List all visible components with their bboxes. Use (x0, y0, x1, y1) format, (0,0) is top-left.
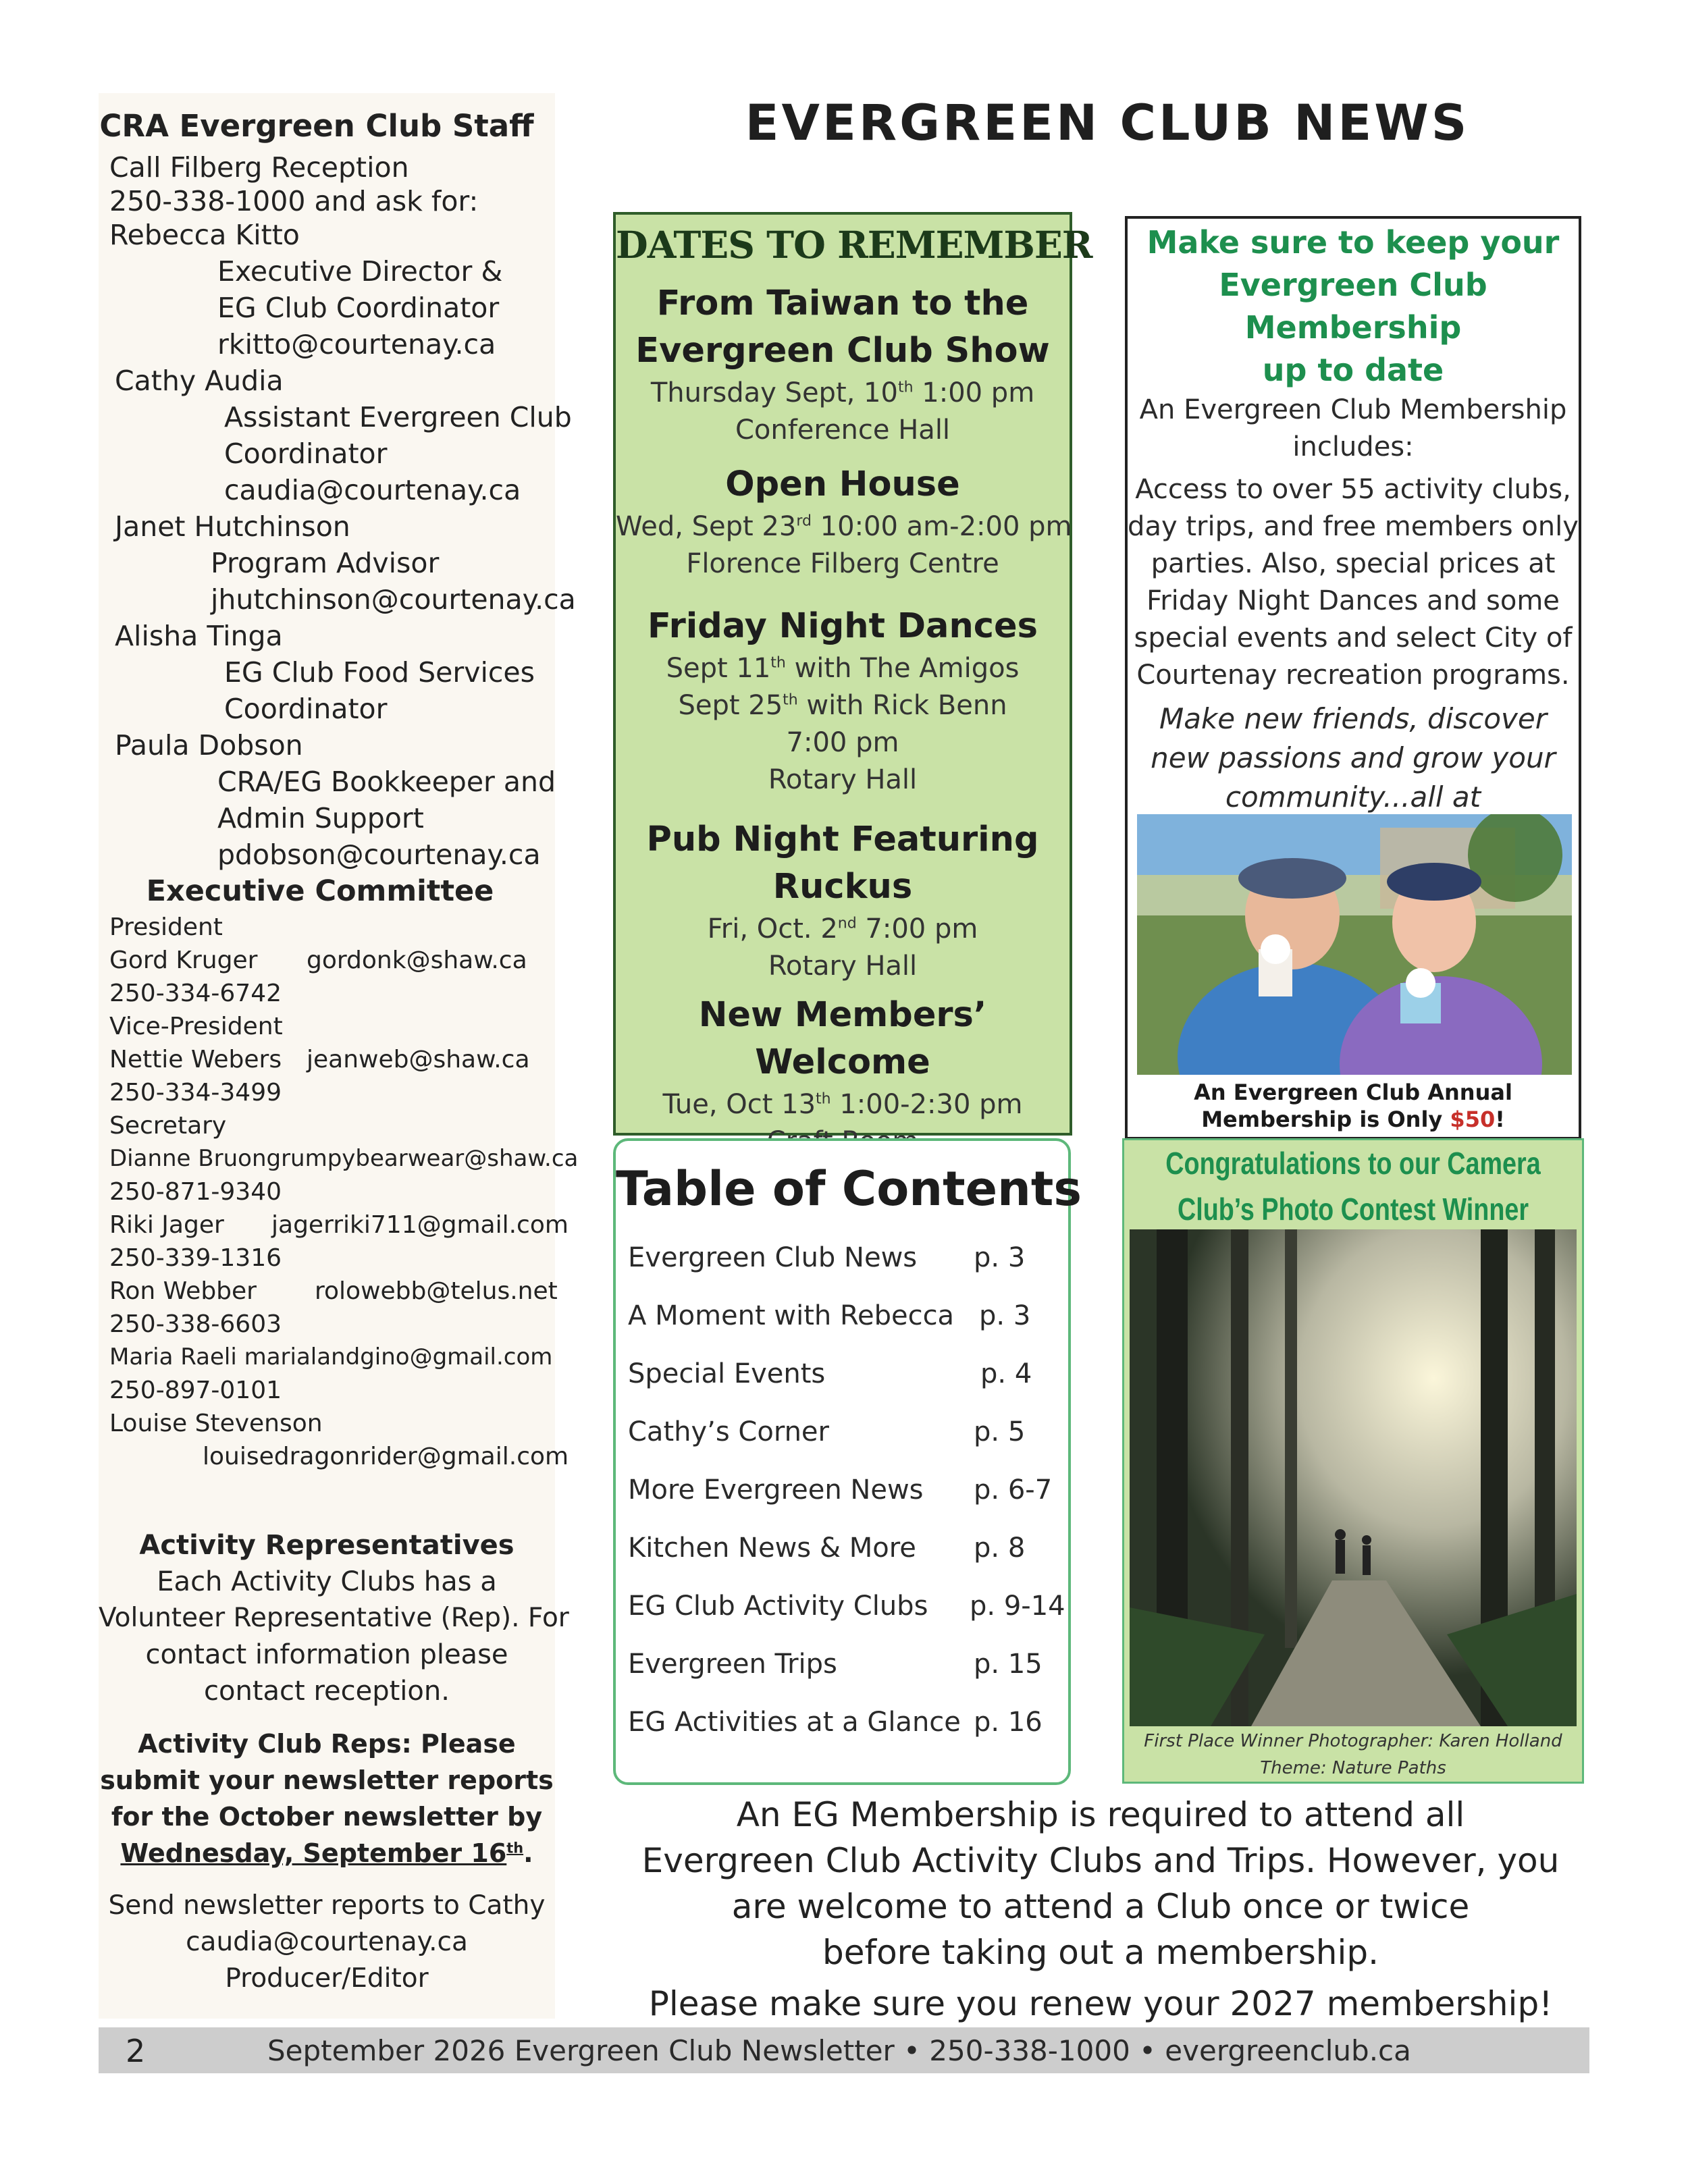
toc-label: Kitchen News & More (628, 1533, 916, 1564)
staff-email[interactable]: caudia@courtenay.ca (224, 474, 521, 506)
membership-includes: includes: (1292, 431, 1414, 462)
event-detail: with The Amigos (785, 653, 1020, 684)
toc-item[interactable] (628, 1649, 1060, 1689)
exec-email[interactable]: rolowebb@telus.net (315, 1277, 558, 1305)
toc-item[interactable] (628, 1358, 1060, 1399)
notice-line: before taking out a membership. (822, 1933, 1379, 1972)
dates-box (613, 212, 1092, 1136)
exec-name: Ron Webber (109, 1277, 257, 1305)
membership-notice (608, 1792, 1593, 2027)
staff-role: Executive Director & (217, 255, 503, 288)
event-title: Open House (725, 464, 960, 504)
exec-name: Riki Jager (109, 1211, 224, 1239)
footer-text: September 2026 Evergreen Club Newsletter • 250-338-1000 • evergreenclub.ca (267, 2034, 1411, 2067)
event-date (616, 687, 1070, 724)
event-day-sup: th (770, 654, 786, 672)
caption-price: $50 (1450, 1107, 1496, 1132)
caption-line: An Evergreen Club Annual (1194, 1080, 1512, 1105)
staff-role: Admin Support (217, 802, 424, 834)
membership-heading: Evergreen Club Membership (1219, 267, 1487, 346)
exec-email[interactable]: gordonk@shaw.ca (307, 947, 527, 974)
forest-path-illustration (1130, 1229, 1577, 1726)
call-line: Call Filberg Reception (109, 151, 409, 184)
dates-heading: DATES TO REMEMBER (616, 223, 1092, 267)
staff-email[interactable]: jhutchinson@courtenay.ca (211, 583, 576, 616)
event-time: 10:00 am-2:00 pm (811, 511, 1072, 542)
staff-name: Alisha Tinga (115, 620, 283, 652)
toc-label: More Evergreen News (628, 1474, 924, 1506)
contest-heading-line: Congratulations to our Camera (1165, 1146, 1541, 1181)
exec-phone: 250-334-6742 (109, 980, 282, 1007)
event-date (616, 650, 1070, 687)
exec-name: Nettie Webers (109, 1046, 282, 1073)
page-footer (99, 2027, 1589, 2073)
toc-page: p. 9-14 (970, 1591, 1065, 1622)
caption-line: First Place Winner Photographer: Karen Holland (1144, 1731, 1562, 1751)
event-title: From Taiwan to the (656, 284, 1029, 323)
event-day: Wed, Sept 23 (616, 511, 797, 542)
event-day: Fri, Oct. 2 (707, 913, 838, 944)
event-time: 7:00 pm (786, 727, 899, 758)
contest-heading (1165, 1140, 1541, 1232)
exec-email[interactable]: jeanweb@shaw.ca (307, 1046, 530, 1073)
membership-access: Friday Night Dances and some (1146, 585, 1560, 616)
event-day-sup: rd (796, 512, 812, 530)
event-day-sup: th (897, 379, 914, 396)
staff-email[interactable]: pdobson@courtenay.ca (217, 838, 541, 871)
notice-line: An EG Membership is required to attend all (736, 1795, 1465, 1834)
membership-box (1125, 216, 1581, 1140)
exec-email[interactable]: louisedragonrider@gmail.com (203, 1443, 569, 1470)
exec-heading: Executive Committee (146, 874, 494, 908)
toc-item[interactable] (628, 1300, 1060, 1341)
toc-label: Evergreen Trips (628, 1649, 837, 1680)
event-date (616, 508, 1070, 545)
event-title: Ruckus (772, 867, 913, 907)
event-time: 1:00-2:30 pm (830, 1089, 1023, 1120)
membership-heading: Make sure to keep your (1146, 224, 1560, 261)
page-title: EVERGREEN CLUB NEWS (745, 95, 1470, 152)
caption-text: Membership is Only (1201, 1107, 1450, 1132)
deadline-period: . (523, 1838, 533, 1868)
reps-line: Each Activity Clubs has a (157, 1566, 497, 1597)
event-title: New Members’ Welcome (698, 995, 987, 1082)
membership-access: parties. Also, special prices at (1151, 548, 1556, 579)
send-line: Send newsletter reports to Cathy (108, 1890, 546, 1921)
toc-page: p. 3 (979, 1300, 1031, 1331)
table-of-contents (613, 1138, 1082, 1785)
toc-page: p. 8 (974, 1533, 1026, 1564)
toc-label: A Moment with Rebecca (628, 1300, 955, 1331)
toc-item[interactable] (628, 1416, 1060, 1457)
exec-title: President (109, 913, 223, 941)
toc-item[interactable] (628, 1242, 1060, 1283)
staff-role: CRA/EG Bookkeeper and (217, 766, 556, 798)
event-day-sup: th (783, 691, 798, 709)
exec-name: Louise Stevenson (109, 1410, 323, 1437)
staff-role: Assistant Evergreen Club (224, 401, 572, 433)
staff-role: EG Club Coordinator (217, 292, 500, 324)
staff-role: EG Club Food Services (224, 656, 535, 689)
toc-page: p. 6-7 (974, 1474, 1053, 1506)
event-place: Florence Filberg Centre (686, 548, 999, 579)
event-day: Sept 25 (678, 690, 783, 721)
staff-email[interactable]: rkitto@courtenay.ca (217, 328, 496, 361)
members-photo (1137, 814, 1572, 1075)
caption-line: Theme: Nature Paths (1260, 1758, 1446, 1778)
deadline-line (99, 1835, 555, 1871)
event-time: 7:00 pm (856, 913, 978, 944)
photo-contest-box (1122, 1138, 1584, 1784)
couple-photo-illustration (1137, 814, 1572, 1075)
toc-title: Table of Contents (616, 1161, 1082, 1217)
exec-line: Maria Raeli marialandgino@gmail.com (109, 1343, 553, 1370)
toc-page: p. 16 (974, 1707, 1043, 1738)
exec-phone: 250-871-9340 (109, 1178, 282, 1206)
membership-caption (1128, 1079, 1579, 1133)
staff-name: Paula Dobson (115, 729, 303, 762)
event-day: Sept 11 (666, 653, 771, 684)
caption-line (1128, 1106, 1579, 1133)
exec-title: Vice-President (109, 1013, 283, 1040)
membership-tagline: community...all at (1225, 780, 1481, 814)
exec-title: Secretary (109, 1112, 227, 1140)
notice-line: are welcome to attend a Club once or twice (731, 1887, 1470, 1926)
winning-photo (1130, 1229, 1577, 1726)
event-title: Evergreen Club Show (635, 331, 1050, 371)
staff-name: Cathy Audia (115, 365, 284, 397)
toc-label: EG Club Activity Clubs (628, 1591, 928, 1622)
toc-item[interactable] (628, 1591, 1065, 1631)
event-day: Tue, Oct 13 (662, 1089, 816, 1120)
send-line: Producer/Editor (225, 1963, 429, 1994)
staff-role: Program Advisor (211, 547, 440, 579)
event-day: Thursday Sept, 10 (650, 377, 898, 408)
membership-tagline: Make new friends, discover (1159, 702, 1548, 735)
event-detail: with Rick Benn (797, 690, 1007, 721)
staff-role: Coordinator (224, 437, 388, 470)
exec-phone: 250-334-3499 (109, 1079, 282, 1107)
event-place: Conference Hall (735, 415, 951, 446)
event-title: Friday Night Dances (648, 606, 1038, 646)
reps-heading: Activity Representatives (139, 1530, 515, 1561)
staff-name: Janet Hutchinson (115, 510, 350, 543)
renew-reminder: Please make sure you renew your 2027 membership! (648, 1984, 1553, 2023)
reps-line: contact information please (145, 1639, 508, 1670)
membership-access: special events and select City of (1134, 622, 1573, 654)
toc-label: Special Events (628, 1358, 826, 1389)
reps-notice: for the October newsletter by (111, 1802, 543, 1832)
deadline-date: Wednesday, September 16 (120, 1838, 507, 1868)
toc-item[interactable] (628, 1533, 1060, 1573)
deadline-sup: th (506, 1840, 524, 1857)
toc-label: EG Activities at a Glance (628, 1707, 961, 1738)
toc-label: Evergreen Club News (628, 1242, 918, 1273)
event-date (616, 911, 1070, 948)
page-number: 2 (126, 2033, 146, 2069)
membership-tagline: new passions and grow your (1151, 741, 1556, 774)
call-line: 250-338-1000 and ask for: (109, 185, 479, 217)
toc-page: p. 15 (974, 1649, 1043, 1680)
membership-access: Courtenay recreation programs. (1136, 660, 1570, 691)
contest-heading-line: Club’s Photo Contest Winner (1177, 1192, 1529, 1227)
event-place: Rotary Hall (768, 951, 918, 982)
exec-line: Dianne Bruongrumpybearwear@shaw.ca (109, 1145, 579, 1172)
toc-item[interactable] (628, 1707, 1060, 1747)
reps-line: Volunteer Representative (Rep). For (99, 1603, 569, 1633)
event-day-sup: th (816, 1090, 831, 1108)
reps-notice: submit your newsletter reports (100, 1765, 554, 1795)
event-place: Rotary Hall (768, 764, 918, 795)
contest-caption (1124, 1728, 1582, 1782)
membership-includes: An Evergreen Club Membership (1139, 394, 1567, 425)
send-email[interactable]: caudia@courtenay.ca (186, 1927, 468, 1957)
event-time: 1:00 pm (913, 377, 1035, 408)
exec-phone: 250-897-0101 (109, 1377, 282, 1404)
toc-page: p. 5 (974, 1416, 1026, 1447)
reps-line: contact reception. (204, 1676, 450, 1707)
event-day-sup: nd (837, 915, 857, 932)
membership-access: Access to over 55 activity clubs, (1135, 474, 1571, 505)
toc-page: p. 4 (980, 1358, 1032, 1389)
event-date (616, 375, 1070, 412)
membership-heading: up to date (1262, 352, 1444, 388)
exec-phone: 250-338-6603 (109, 1310, 282, 1338)
caption-exclaim: ! (1495, 1107, 1505, 1132)
exec-phone: 250-339-1316 (109, 1244, 282, 1272)
staff-role: Coordinator (224, 693, 388, 725)
toc-page: p. 3 (974, 1242, 1026, 1273)
staff-sidebar (99, 93, 579, 2019)
toc-item[interactable] (628, 1474, 1060, 1515)
exec-email[interactable]: jagerriki711@gmail.com (271, 1211, 569, 1239)
staff-heading: CRA Evergreen Club Staff (99, 108, 534, 144)
membership-access: day trips, and free members only (1128, 511, 1579, 542)
notice-line: Evergreen Club Activity Clubs and Trips. However, you (641, 1841, 1560, 1880)
reps-notice: Activity Club Reps: Please (138, 1729, 516, 1759)
event-title: Pub Night Featuring (646, 820, 1039, 859)
staff-name: Rebecca Kitto (109, 219, 300, 251)
toc-label: Cathy’s Corner (628, 1416, 829, 1447)
exec-name: Gord Kruger (109, 947, 258, 974)
event-date (616, 1086, 1070, 1123)
